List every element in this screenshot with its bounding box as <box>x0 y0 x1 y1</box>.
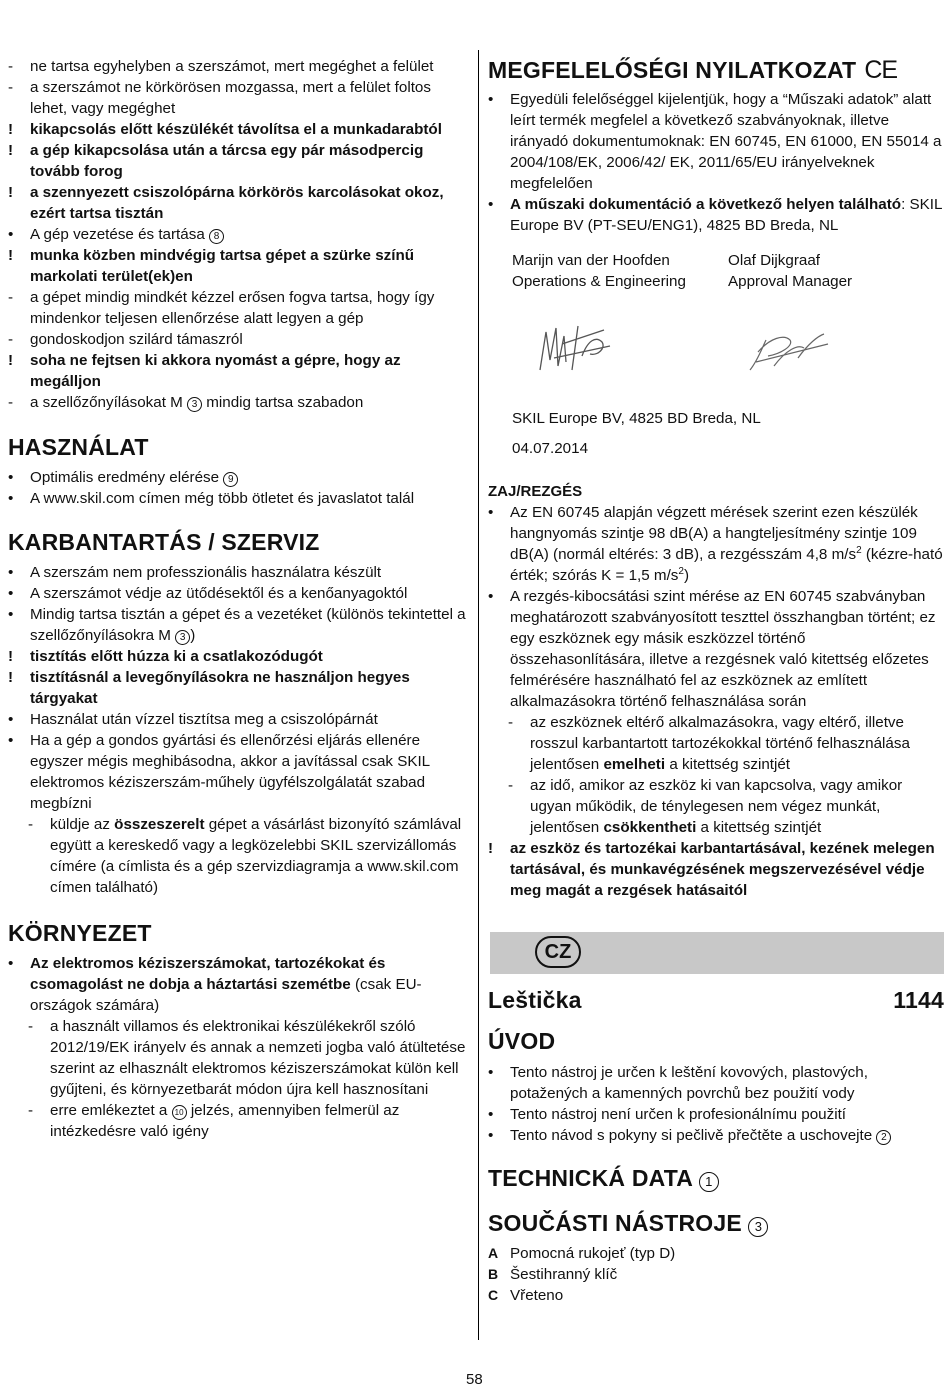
list-item <box>8 245 468 287</box>
ce-mark-icon: CE <box>864 56 898 84</box>
list-item: - a használt villamos és elektronikai készülékekről szóló 2012/19/EK irányelv és annak a nemzeti jogba való átültetése szerint az elhasznált elektromos kéziszerszámokat külön kell gyűjteni, és környezetbarát módon újra kell hasznosítani <box>28 1018 466 1098</box>
part-key: C <box>488 1287 499 1303</box>
ref-number-8: 8 <box>209 229 224 244</box>
handling-list <box>8 245 468 392</box>
dash-marker: - <box>8 79 14 96</box>
warning-marker: ! <box>8 121 14 138</box>
part-key: B <box>488 1266 499 1282</box>
warning-marker: ! <box>8 142 14 159</box>
signatory-role: Operations & Engineering <box>512 273 686 290</box>
list-item: • Használat után vízzel tisztítsa meg a csiszolópárnát <box>8 711 378 728</box>
list-item: • A rezgés-kibocsátási szint mérése az EN 60745 szabványban meghatározott szabványosított teszttel összhangban történt; ez egy eszköznek egy másik eszközzel történő összehasonlítására, illetve a rezgésnek való kitettség előzetes felmérésére használható fel az eszköznek az említett alkalmazásokra történő felhasználása során <box>488 588 936 710</box>
list-item-text: a szerszámot ne körkörösen mozgassa, mert a felület foltos lehet, vagy megéghet <box>30 79 431 117</box>
ref-number-3: 3 <box>748 1217 768 1237</box>
warning-marker: ! <box>8 184 14 201</box>
product-name: Leštička <box>488 987 582 1013</box>
dash-marker: - <box>8 58 14 75</box>
list-item <box>8 77 468 119</box>
parts-list <box>488 1243 944 1306</box>
column-divider <box>478 50 479 1340</box>
part-key: A <box>488 1245 499 1261</box>
section-title-uvod: ÚVOD <box>488 1028 556 1054</box>
section-title-technicka-data: TECHNICKÁ DATA 1 <box>488 1164 944 1192</box>
list-item: - az idő, amikor az eszköz ki van kapcsolva, vagy amikor ugyan működik, de ténylegesen nem végez munkát, jelentősen csökkentheti a kitettség szintjét <box>508 777 903 836</box>
list-item: • Tento návod s pokyny si pečlivě přečtěte a uschovejte 2 <box>488 1125 944 1146</box>
list-item-text: munka közben mindvégig tartsa gépet a szürke színű markolati terület(ek)en <box>30 247 415 285</box>
list-item: • Mindig tartsa tisztán a gépet és a vezetéket (különös tekintettel a szellőzőnyílásokra M 3 ) <box>8 606 466 644</box>
list-item-text: a gépet mindig mindkét kézzel erősen fogva tartsa, hogy így mindenkor teljesen ellenőrzése alatt legyen a gép <box>30 289 435 327</box>
list-item-text: a gép kikapcsolása után a tárcsa egy pár másodpercig tovább forog <box>30 142 424 180</box>
section-title-soucasti: SOUČÁSTI NÁSTROJE 3 <box>488 1209 944 1237</box>
ref-number-3: 3 <box>187 397 202 412</box>
list-item: • Ha a gép a gondos gyártási és ellenőrzési eljárás ellenére egyszer mégis meghibásodna, akkor a javítással csak SKIL elektromos kéziszerszám-műhely ügyfélszolgálatát szabad megbízni <box>8 732 430 812</box>
list-item: • Az elektromos kéziszerszámokat, tartozékokat és csomagolást ne dobja a háztartási szemétbe (csak EU-országok számára) <box>8 955 422 1014</box>
part-label: Pomocná rukojeť (typ D) <box>510 1245 676 1262</box>
list-item-text: soha ne fejtsen ki akkora nyomást a gépre, hogy az megálljon <box>30 352 401 390</box>
list-item: • Tento nástroj není určen k profesionálnímu použití <box>488 1106 847 1123</box>
list-item: • Tento nástroj je určen k leštění kovových, plastových, potažených a kamenných povrchů bez použití vody <box>488 1064 868 1102</box>
list-item: ! tisztításnál a levegőnyílásokra ne használjon hegyes tárgyakat <box>8 669 410 707</box>
ref-number-2: 2 <box>876 1130 891 1145</box>
section-title-zaj: ZAJ/REZGÉS <box>488 483 583 500</box>
part-item <box>488 1243 944 1264</box>
ref-number-3: 3 <box>175 630 190 645</box>
list-item <box>8 56 468 77</box>
section-title-hasznalat: HASZNÁLAT <box>8 434 149 460</box>
list-item: - az eszköznek eltérő alkalmazásokra, vagy eltérő, illetve rosszul karbantartott tartozékokkal történő felhasználása jelentősen emelheti a kitettség szintjét <box>508 714 910 773</box>
product-title-row <box>488 986 944 1014</box>
signature-image <box>512 300 632 392</box>
safety-list <box>8 56 468 224</box>
list-item-text: a szennyezett csiszolópárna körkörös karcolásokat okoz, ezért tartsa tisztán <box>30 184 444 222</box>
list-item: - a szellőzőnyílásokat M 3 mindig tartsa szabadon <box>8 394 364 411</box>
section-title-megfelelosegi: MEGFELELŐSÉGI NYILATKOZAT CE <box>488 56 898 84</box>
signature-block <box>488 250 944 398</box>
list-item: • Optimális eredmény elérése 9 <box>8 467 468 488</box>
list-item: ! az eszköz és tartozékai karbantartásával, kezének melegen tartásával, és munkavégzésének megszervezésével védje meg magát a rezgések hatásaitól <box>488 840 935 899</box>
warning-marker: ! <box>8 352 14 369</box>
list-item <box>8 140 468 182</box>
right-column <box>488 56 944 1306</box>
product-number: 1144 <box>893 987 944 1013</box>
dash-marker: - <box>8 289 14 306</box>
list-item: • A szerszámot védje az ütődésektől és a kenőanyagoktól <box>8 585 408 602</box>
list-item: • A www.skil.com címen még több ötletet és javaslatot talál <box>8 490 415 507</box>
list-item: • A gép vezetése és tartása 8 <box>8 224 468 245</box>
list-item: • Az EN 60745 alapján végzett mérések szerint ezen készülék hangnyomás szintje 98 dB(A) a hangteljesítmény szintje 109 dB(A) (normál eltérés: 3 dB), a rezgésszám 4,8 $m/s^2$ (kézre-ható érték; szórás K = 1,5 $m/s^2$) <box>488 504 943 584</box>
list-item: - küldje az összeszerelt gépet a vásárlást bizonyító számlával együtt a kereskedő vagy a legközelebbi SKIL szervizállomás címére (a címlista és a gép szervizdiagramja a www.skil.com címen található) <box>28 816 462 896</box>
list-item: ! tisztítás előtt húzza ki a csatlakozódugót <box>8 648 323 665</box>
warning-marker: ! <box>8 247 14 264</box>
list-item: - erre emlékeztet a 10 jelzés, amennyiben felmerül az intézkedésre való igény <box>28 1102 400 1140</box>
list-item-text: ne tartsa egyhelyben a szerszámot, mert megéghet a felület <box>30 58 434 75</box>
signatory-role: Approval Manager <box>728 273 853 290</box>
part-item <box>488 1285 944 1306</box>
declaration-date: 04.07.2014 <box>512 440 589 457</box>
operation-heading: A gép vezetése és tartása <box>30 226 205 243</box>
language-code-badge: CZ <box>535 936 581 968</box>
signatory-name: Marijn van der Hoofden <box>512 252 670 269</box>
list-item-text: kikapcsolás előtt készülékét távolítsa el a munkadarabtól <box>30 121 442 138</box>
list-item-text: gondoskodjon szilárd támaszról <box>30 331 243 348</box>
list-item: • A műszaki dokumentáció a következő helyen található: SKIL Europe BV (PT-SEU/ENG1), 4825 BD Breda, NL <box>488 196 942 234</box>
language-banner <box>490 932 944 974</box>
list-item <box>8 350 468 392</box>
part-item <box>488 1264 944 1285</box>
section-title-kornyezet: KÖRNYEZET <box>8 920 152 946</box>
ref-number-1: 1 <box>699 1172 719 1192</box>
signatory-name: Olaf Dijkgraaf <box>728 252 821 269</box>
list-item: • Egyedüli felelőséggel kijelentjük, hogy a “Műszaki adatok” alatt leírt termék megfelel a következő szabványoknak, illetve irányadó dokumentumoknak: EN 60745, EN 61000, EN 55014 a 2004/108/EK, 2006/42/ EK, 2011/65/EU irányelveknek megfelelően <box>488 91 942 192</box>
section-title-karbantartas: KARBANTARTÁS / SZERVIZ <box>8 529 320 555</box>
part-label: Šestihranný klíč <box>510 1266 618 1283</box>
dash-marker: - <box>8 331 14 348</box>
part-label: Vřeteno <box>510 1287 564 1304</box>
ref-number-9: 9 <box>223 472 238 487</box>
ref-number-10: 10 <box>172 1105 187 1120</box>
list-item: • A szerszám nem professzionális használatra készült <box>8 564 382 581</box>
list-item <box>8 182 468 224</box>
signature-image <box>728 300 848 392</box>
list-item <box>8 329 468 350</box>
left-column <box>8 56 468 1142</box>
company-address: SKIL Europe BV, 4825 BD Breda, NL <box>512 410 761 427</box>
list-item <box>8 119 468 140</box>
page-number: 58 <box>466 1371 483 1386</box>
list-item <box>8 287 468 329</box>
